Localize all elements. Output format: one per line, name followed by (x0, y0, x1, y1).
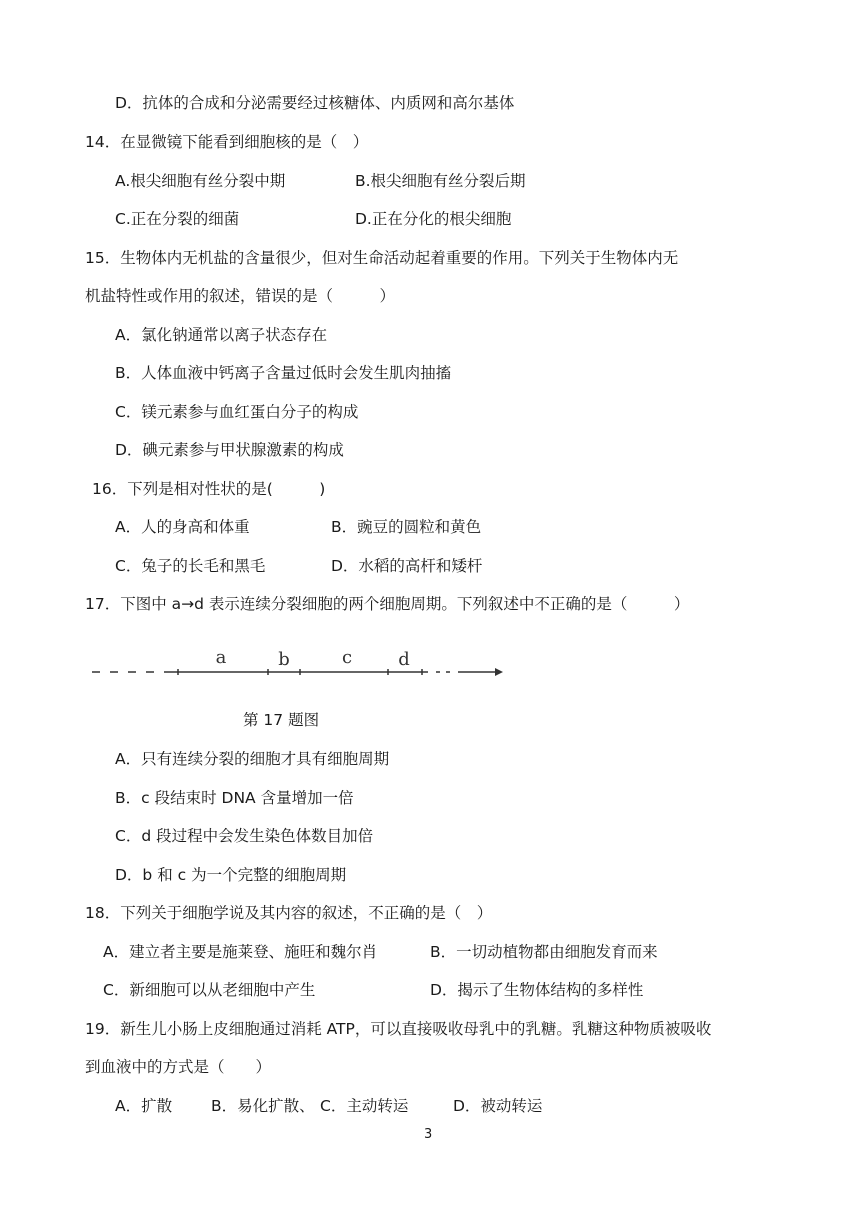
option-16-a: A．人的身高和体重 (115, 518, 250, 536)
option-15-a: A．氯化钠通常以离子状态存在 (115, 326, 328, 344)
option-15-c: C．镁元素参与血红蛋白分子的构成 (115, 403, 359, 421)
question-14: 14．在显微镜下能看到细胞核的是（ ） (85, 133, 369, 151)
option-18-d: D．揭示了生物体结构的多样性 (430, 981, 644, 999)
option-18-c: C．新细胞可以从老细胞中产生 (103, 981, 316, 999)
question-15-line-2: 机盐特性或作用的叙述，错误的是（ ） (85, 287, 396, 305)
question-19-line-1: 19．新生儿小肠上皮细胞通过消耗 ATP，可以直接吸收母乳中的乳糖。乳糖这种物质被吸收 (85, 1020, 712, 1038)
option-17-c: C．d 段过程中会发生染色体数目加倍 (115, 827, 374, 845)
arrow-head-icon (495, 668, 503, 676)
option-19-d: D．被动转运 (453, 1097, 543, 1115)
option-18-b: B．一切动植物都由细胞发育而来 (430, 943, 658, 961)
option-18-a: A．建立者主要是施莱登、施旺和魏尔肖 (103, 943, 378, 961)
question-17: 17．下图中 a→d 表示连续分裂细胞的两个细胞周期。下列叙述中不正确的是（ ） (85, 595, 690, 613)
cell-cycle-figure (90, 645, 510, 690)
option-14-d: D.正在分化的根尖细胞 (355, 210, 512, 228)
option-15-d: D．碘元素参与甲状腺激素的构成 (115, 441, 344, 459)
option-15-b: B．人体血液中钙离子含量过低时会发生肌肉抽搐 (115, 364, 452, 382)
option-16-c: C．兔子的长毛和黑毛 (115, 557, 266, 575)
segment-label-a: a (215, 647, 227, 668)
option-17-b: B．c 段结束时 DNA 含量增加一倍 (115, 789, 354, 807)
segment-label-c: c (341, 647, 353, 668)
option-19-b: B．易化扩散、 (211, 1097, 315, 1115)
option-14-c: C.正在分裂的细菌 (115, 210, 240, 228)
option-17-a: A．只有连续分裂的细胞才具有细胞周期 (115, 750, 390, 768)
option-19-c: C．主动转运 (320, 1097, 409, 1115)
question-16: 16．下列是相对性状的是( ) (92, 480, 326, 498)
segment-label-d: d (398, 649, 410, 670)
option-13-d: D．抗体的合成和分泌需要经过核糖体、内质网和高尔基体 (115, 94, 515, 112)
question-15-line-1: 15．生物体内无机盐的含量很少，但对生命活动起着重要的作用。下列关于生物体内无 (85, 249, 679, 267)
option-14-b: B.根尖细胞有丝分裂后期 (355, 172, 526, 190)
option-17-d: D．b 和 c 为一个完整的细胞周期 (115, 866, 347, 884)
question-19-line-2: 到血液中的方式是（ ） (85, 1058, 272, 1076)
option-16-d: D．水稻的高杆和矮杆 (331, 557, 483, 575)
segment-label-b: b (278, 649, 290, 670)
option-16-b: B．豌豆的圆粒和黄色 (331, 518, 482, 536)
option-19-a: A．扩散 (115, 1097, 173, 1115)
page-number: 3 (424, 1127, 433, 1142)
figure-caption: 第 17 题图 (243, 711, 320, 729)
question-18: 18．下列关于细胞学说及其内容的叙述，不正确的是（ ） (85, 904, 493, 922)
option-14-a: A.根尖细胞有丝分裂中期 (115, 172, 286, 190)
cell-cycle-axis (92, 669, 495, 675)
